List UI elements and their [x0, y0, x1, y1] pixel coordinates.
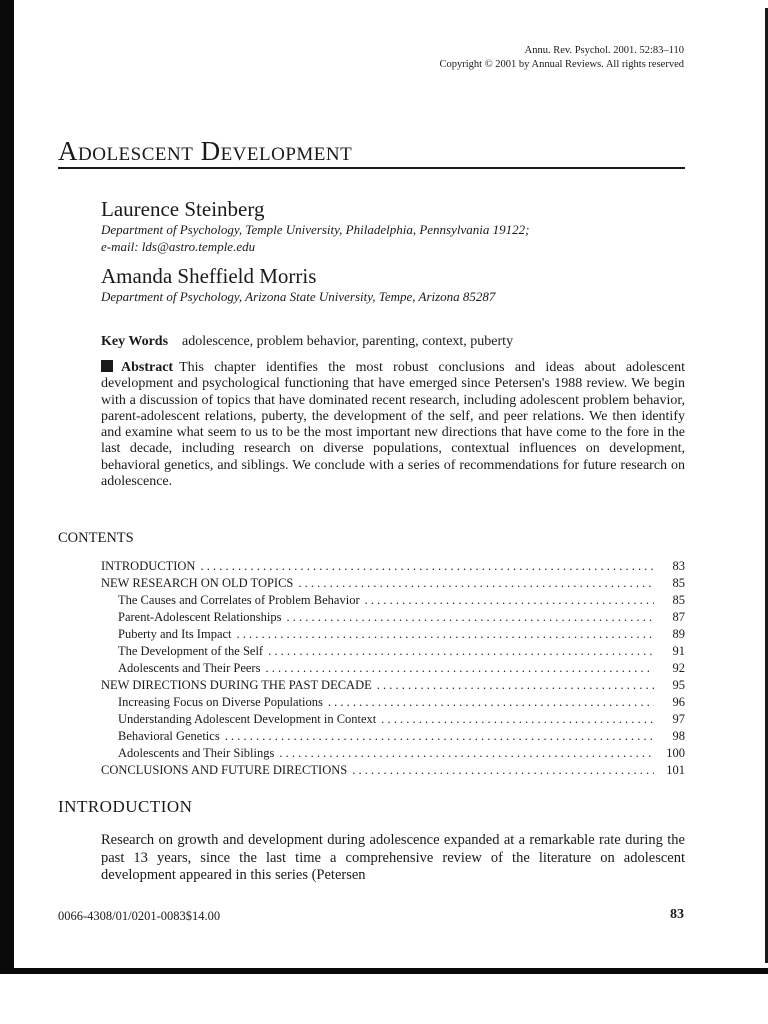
square-bullet-icon [101, 360, 113, 372]
toc-leader-dots [225, 728, 654, 745]
scan-edge-bottom [0, 968, 768, 974]
toc-entry-label: NEW DIRECTIONS DURING THE PAST DECADE [101, 678, 372, 692]
introduction-heading: INTRODUCTION [58, 797, 193, 816]
footer-code: 0066-4308/01/0201-0083$14.00 [58, 909, 221, 923]
toc-entry-label: INTRODUCTION [101, 559, 196, 573]
toc-entry [101, 592, 685, 609]
toc-entry-label: The Development of the Self [118, 644, 264, 658]
keywords-label: Key Words [101, 334, 169, 349]
page-number: 83 [670, 907, 684, 922]
toc-entry-label: The Causes and Correlates of Problem Behavior [118, 593, 360, 607]
toc-entry [101, 728, 685, 745]
toc-entry [101, 626, 685, 643]
author-affiliation: Department of Psychology, Arizona State University, Tempe, Arizona 85287 [101, 289, 496, 304]
toc-entry [101, 609, 685, 626]
toc-entry [101, 643, 685, 660]
toc-entry-label: Increasing Focus on Diverse Populations [118, 695, 323, 709]
keywords [101, 334, 513, 350]
toc-entry-page: 101 [666, 763, 685, 777]
toc-entry-page: 98 [672, 729, 685, 743]
toc-leader-dots [279, 745, 654, 762]
author-name: Amanda Sheffield Morris [101, 264, 317, 288]
toc-leader-dots [265, 660, 654, 677]
contents-heading: CONTENTS [58, 530, 134, 546]
toc-entry-page: 92 [672, 661, 685, 675]
toc-leader-dots [287, 609, 654, 626]
author-affiliation: Department of Psychology, Temple University, Philadelphia, Pennsylvania 19122; [101, 222, 530, 237]
toc-leader-dots [381, 711, 654, 728]
toc-entry-page: 97 [672, 712, 685, 726]
toc-entry-page: 85 [672, 576, 685, 590]
toc-leader-dots [365, 592, 654, 609]
toc-entry [101, 745, 685, 762]
toc-entry-label: Adolescents and Their Peers [118, 661, 261, 675]
toc-entry-page: 85 [672, 593, 685, 607]
toc-leader-dots [328, 694, 654, 711]
abstract-text: This chapter identifies the most robust conclusions and ideas about adolescent development and psychological functioning that have emerged since Petersen's 1988 review. We begin with a discussion of topics that have dominated recent research, including adolescent problem behavior, parent-adolescent relations, puberty, the development of the self, and peer relations. We then identify and examine what seem to us to be the most important new directions that have come to the fore in the last decade, including research on diverse populations, contextual influences on development, behavioral genetics, and siblings. We conclude with a series of recommendations for future research on adolescence. [101, 360, 685, 490]
toc-leader-dots [298, 575, 654, 592]
toc-entry-page: 83 [672, 559, 685, 573]
author-name: Laurence Steinberg [101, 197, 265, 221]
introduction-paragraph: Research on growth and development during adolescence expanded at a remarkable rate during the past 13 years, since the last time a comprehensive review of the literature on adolescent development appeared in this series (Petersen [101, 832, 685, 883]
toc-leader-dots [352, 762, 654, 779]
table-of-contents [101, 558, 685, 779]
toc-entry-label: Puberty and Its Impact [118, 627, 232, 641]
running-head [440, 44, 685, 72]
toc-entry [101, 575, 685, 592]
toc-leader-dots [237, 626, 654, 643]
toc-entry [101, 660, 685, 677]
author-email: e-mail: lds@astro.temple.edu [101, 239, 256, 254]
scan-edge-left [0, 0, 14, 975]
toc-entry-label: Understanding Adolescent Development in Context [118, 712, 377, 726]
author-block-1 [101, 197, 529, 255]
toc-entry-label: Adolescents and Their Siblings [118, 746, 275, 760]
scan-edge-corner [0, 974, 14, 1024]
toc-entry [101, 711, 685, 728]
toc-entry-label: Parent-Adolescent Relationships [118, 610, 282, 624]
journal-citation: Annu. Rev. Psychol. 2001. 52:83–110 [524, 45, 684, 56]
title-rule [58, 167, 685, 169]
toc-entry-page: 91 [672, 644, 685, 658]
author-block-2 [101, 264, 495, 305]
abstract-label: Abstract [121, 360, 174, 375]
toc-entry-label: CONCLUSIONS AND FUTURE DIRECTIONS [101, 763, 348, 777]
abstract [101, 360, 685, 490]
toc-leader-dots [377, 677, 654, 694]
toc-entry-page: 95 [672, 678, 685, 692]
toc-entry [101, 558, 685, 575]
toc-entry [101, 694, 685, 711]
article-title: Adolescent Development [58, 136, 353, 166]
keywords-text: adolescence, problem behavior, parenting, context, puberty [182, 334, 514, 349]
toc-entry-page: 89 [672, 627, 685, 641]
toc-leader-dots [268, 643, 654, 660]
toc-entry-page: 87 [672, 610, 685, 624]
copyright-notice: Copyright © 2001 by Annual Reviews. All rights reserved [439, 59, 684, 70]
toc-entry [101, 762, 685, 779]
toc-entry-label: NEW RESEARCH ON OLD TOPICS [101, 576, 294, 590]
toc-leader-dots [200, 558, 654, 575]
toc-entry-label: Behavioral Genetics [118, 729, 220, 743]
toc-entry-page: 100 [666, 746, 685, 760]
toc-entry [101, 677, 685, 694]
toc-entry-page: 96 [672, 695, 685, 709]
